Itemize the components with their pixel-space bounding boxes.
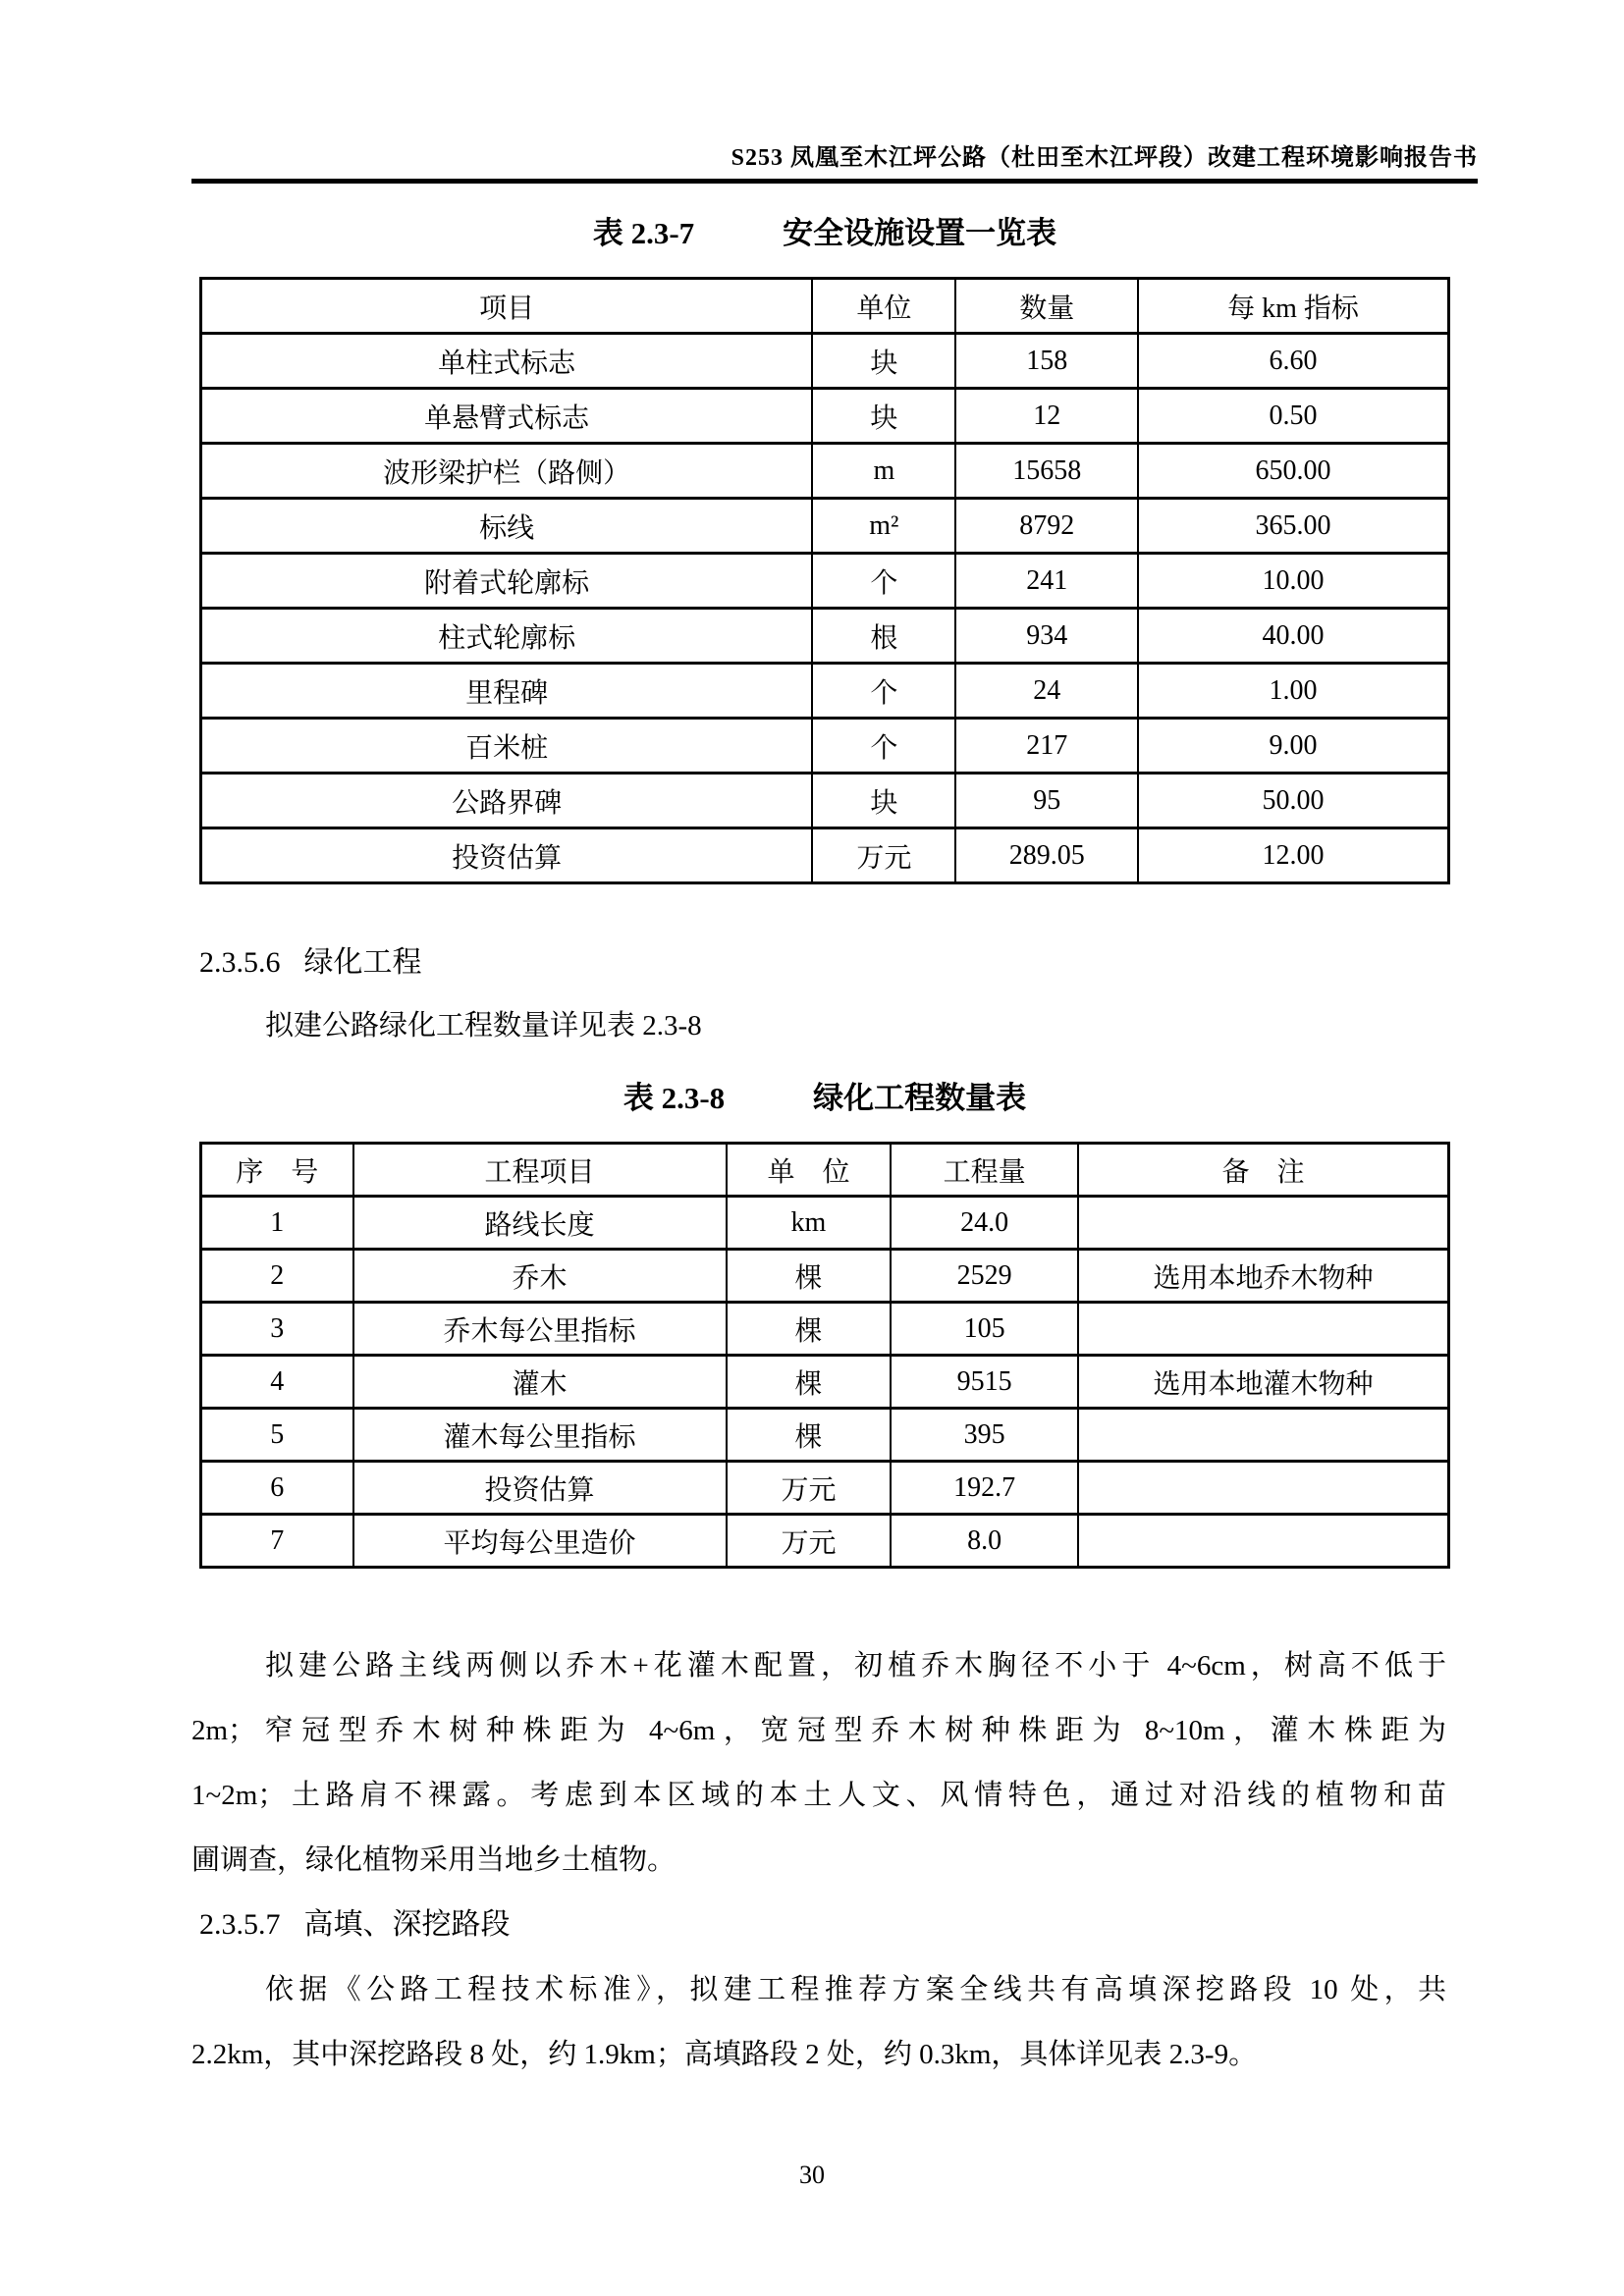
table-cell bbox=[1078, 1515, 1449, 1568]
table-row bbox=[201, 1515, 1449, 1568]
section-title: 高填、深挖路段 bbox=[303, 1908, 511, 1941]
table-cell: 选用本地灌木物种 bbox=[1078, 1356, 1449, 1409]
header-divider bbox=[191, 179, 1478, 184]
table-cell: 7 bbox=[201, 1515, 353, 1568]
table-cell: 4 bbox=[201, 1356, 353, 1409]
table-cell: 平均每公里造价 bbox=[353, 1515, 727, 1568]
table-cell: 根 bbox=[812, 609, 955, 664]
table-cell: 395 bbox=[891, 1409, 1078, 1462]
section-heading-2357 bbox=[191, 1893, 1446, 1957]
table-cell: 投资估算 bbox=[353, 1462, 727, 1515]
table-cell: 里程碑 bbox=[201, 664, 813, 719]
table-cell: 95 bbox=[955, 774, 1138, 828]
table-cell: 289.05 bbox=[955, 828, 1138, 883]
table2-title: 绿化工程数量表 bbox=[813, 1081, 1027, 1115]
table-cell: 40.00 bbox=[1138, 609, 1449, 664]
section-number: 2.3.5.7 bbox=[199, 1908, 281, 1941]
table-cell bbox=[1078, 1462, 1449, 1515]
table-header-row bbox=[201, 1144, 1449, 1197]
table-cell: 选用本地乔木物种 bbox=[1078, 1250, 1449, 1303]
table-row bbox=[201, 1250, 1449, 1303]
table-cell: m bbox=[812, 444, 955, 499]
table-cell: 标线 bbox=[201, 499, 813, 554]
safety-facilities-table bbox=[199, 277, 1450, 884]
paragraph-line: 1~2m；土路肩不裸露。考虑到本区域的本土人文、风情特色，通过对沿线的植物和苗 bbox=[191, 1780, 1446, 1811]
table-row bbox=[201, 389, 1449, 444]
table-row bbox=[201, 554, 1449, 609]
table-row bbox=[201, 1409, 1449, 1462]
greening-paragraph bbox=[191, 1633, 1446, 1893]
table-cell: 50.00 bbox=[1138, 774, 1449, 828]
table-cell: m² bbox=[812, 499, 955, 554]
table-cell: 棵 bbox=[727, 1303, 892, 1356]
table-cell: 附着式轮廓标 bbox=[201, 554, 813, 609]
table-cell: 158 bbox=[955, 334, 1138, 389]
paragraph-line: 2.2km，其中深挖路段 8 处，约 1.9km；高填路段 2 处，约 0.3km，具体详见表 2.3-9。 bbox=[191, 2039, 1258, 2070]
table-cell: 个 bbox=[812, 554, 955, 609]
table-cell: 万元 bbox=[727, 1515, 892, 1568]
column-header: 每 km 指标 bbox=[1138, 279, 1449, 334]
table-cell: 棵 bbox=[727, 1409, 892, 1462]
table-cell: 灌木 bbox=[353, 1356, 727, 1409]
table-cell: 0.50 bbox=[1138, 389, 1449, 444]
table-cell: 9.00 bbox=[1138, 719, 1449, 774]
table-cell: 2 bbox=[201, 1250, 353, 1303]
table-row bbox=[201, 1462, 1449, 1515]
table2-label: 表 2.3-8 bbox=[623, 1081, 726, 1115]
table-cell: 24.0 bbox=[891, 1197, 1078, 1250]
table-cell: 192.7 bbox=[891, 1462, 1078, 1515]
section-heading-2356 bbox=[191, 943, 1446, 983]
paragraph-line: 2m；窄冠型乔木树种株距为 4~6m，宽冠型乔木树种株距为 8~10m，灌木株距为 bbox=[191, 1715, 1446, 1746]
greening-works-table bbox=[199, 1142, 1450, 1569]
section-title: 绿化工程 bbox=[303, 946, 422, 979]
table1-title: 安全设施设置一览表 bbox=[783, 216, 1057, 250]
column-header: 序 号 bbox=[201, 1144, 353, 1197]
table-cell: 6.60 bbox=[1138, 334, 1449, 389]
table-cell: 2529 bbox=[891, 1250, 1078, 1303]
table-cell: 万元 bbox=[727, 1462, 892, 1515]
table-row bbox=[201, 774, 1449, 828]
column-header: 单位 bbox=[812, 279, 955, 334]
table-cell: 投资估算 bbox=[201, 828, 813, 883]
intro-paragraph: 拟建公路绿化工程数量详见表 2.3-8 bbox=[265, 1010, 702, 1041]
table-cell: 6 bbox=[201, 1462, 353, 1515]
table-cell: 934 bbox=[955, 609, 1138, 664]
table-row bbox=[201, 609, 1449, 664]
column-header: 数量 bbox=[955, 279, 1138, 334]
cut-fill-paragraph bbox=[191, 1957, 1446, 2087]
table1-caption bbox=[199, 216, 1450, 251]
table-cell: 12 bbox=[955, 389, 1138, 444]
table-cell: 万元 bbox=[812, 828, 955, 883]
paragraph-line: 依据《公路工程技术标准》，拟建工程推荐方案全线共有高填深挖路段 10 处，共 bbox=[265, 1974, 1446, 2005]
table-row bbox=[201, 719, 1449, 774]
table-cell bbox=[1078, 1303, 1449, 1356]
table-cell: 5 bbox=[201, 1409, 353, 1462]
table-cell: 365.00 bbox=[1138, 499, 1449, 554]
column-header: 工程项目 bbox=[353, 1144, 727, 1197]
table-row bbox=[201, 334, 1449, 389]
table1-label: 表 2.3-7 bbox=[592, 216, 695, 250]
paragraph-line: 圃调查，绿化植物采用当地乡土植物。 bbox=[191, 1844, 677, 1876]
table-row bbox=[201, 499, 1449, 554]
table-cell: 路线长度 bbox=[353, 1197, 727, 1250]
table-cell: 棵 bbox=[727, 1356, 892, 1409]
table2-caption bbox=[199, 1081, 1450, 1116]
table-cell: 1.00 bbox=[1138, 664, 1449, 719]
table-cell bbox=[1078, 1197, 1449, 1250]
table-row bbox=[201, 1303, 1449, 1356]
table-row bbox=[201, 444, 1449, 499]
table-cell: 12.00 bbox=[1138, 828, 1449, 883]
table-cell: 乔木每公里指标 bbox=[353, 1303, 727, 1356]
table-cell: 个 bbox=[812, 719, 955, 774]
running-header: S253 凤凰至木江坪公路（杜田至木江坪段）改建工程环境影响报告书 bbox=[731, 145, 1478, 171]
section-number: 2.3.5.6 bbox=[199, 946, 281, 979]
table-cell: 241 bbox=[955, 554, 1138, 609]
table-row bbox=[201, 828, 1449, 883]
table-cell: 块 bbox=[812, 389, 955, 444]
table-header-row bbox=[201, 279, 1449, 334]
table-cell: 单悬臂式标志 bbox=[201, 389, 813, 444]
table-row bbox=[201, 1197, 1449, 1250]
column-header: 单 位 bbox=[727, 1144, 892, 1197]
table-row bbox=[201, 664, 1449, 719]
table-cell: 单柱式标志 bbox=[201, 334, 813, 389]
table-cell: 乔木 bbox=[353, 1250, 727, 1303]
table-cell: 柱式轮廓标 bbox=[201, 609, 813, 664]
table-cell bbox=[1078, 1409, 1449, 1462]
column-header: 项目 bbox=[201, 279, 813, 334]
table-cell: 棵 bbox=[727, 1250, 892, 1303]
table-cell: 公路界碑 bbox=[201, 774, 813, 828]
table-cell: 10.00 bbox=[1138, 554, 1449, 609]
table-cell: 9515 bbox=[891, 1356, 1078, 1409]
table-cell: 3 bbox=[201, 1303, 353, 1356]
table-cell: 650.00 bbox=[1138, 444, 1449, 499]
table-cell: 个 bbox=[812, 664, 955, 719]
table-cell: 块 bbox=[812, 774, 955, 828]
table-cell: 217 bbox=[955, 719, 1138, 774]
column-header: 备 注 bbox=[1078, 1144, 1449, 1197]
table-row bbox=[201, 1356, 1449, 1409]
table-cell: 15658 bbox=[955, 444, 1138, 499]
table-cell: 百米桩 bbox=[201, 719, 813, 774]
table-cell: 块 bbox=[812, 334, 955, 389]
paragraph-line: 拟建公路主线两侧以乔木+花灌木配置，初植乔木胸径不小于 4~6cm，树高不低于 bbox=[265, 1650, 1446, 1682]
table-cell: 8792 bbox=[955, 499, 1138, 554]
table-cell: 1 bbox=[201, 1197, 353, 1250]
table-cell: 24 bbox=[955, 664, 1138, 719]
table-cell: 105 bbox=[891, 1303, 1078, 1356]
table-cell: 灌木每公里指标 bbox=[353, 1409, 727, 1462]
table-cell: 波形梁护栏（路侧） bbox=[201, 444, 813, 499]
table-cell: 8.0 bbox=[891, 1515, 1078, 1568]
page-number: 30 bbox=[799, 2161, 825, 2189]
table-cell: km bbox=[727, 1197, 892, 1250]
column-header: 工程量 bbox=[891, 1144, 1078, 1197]
